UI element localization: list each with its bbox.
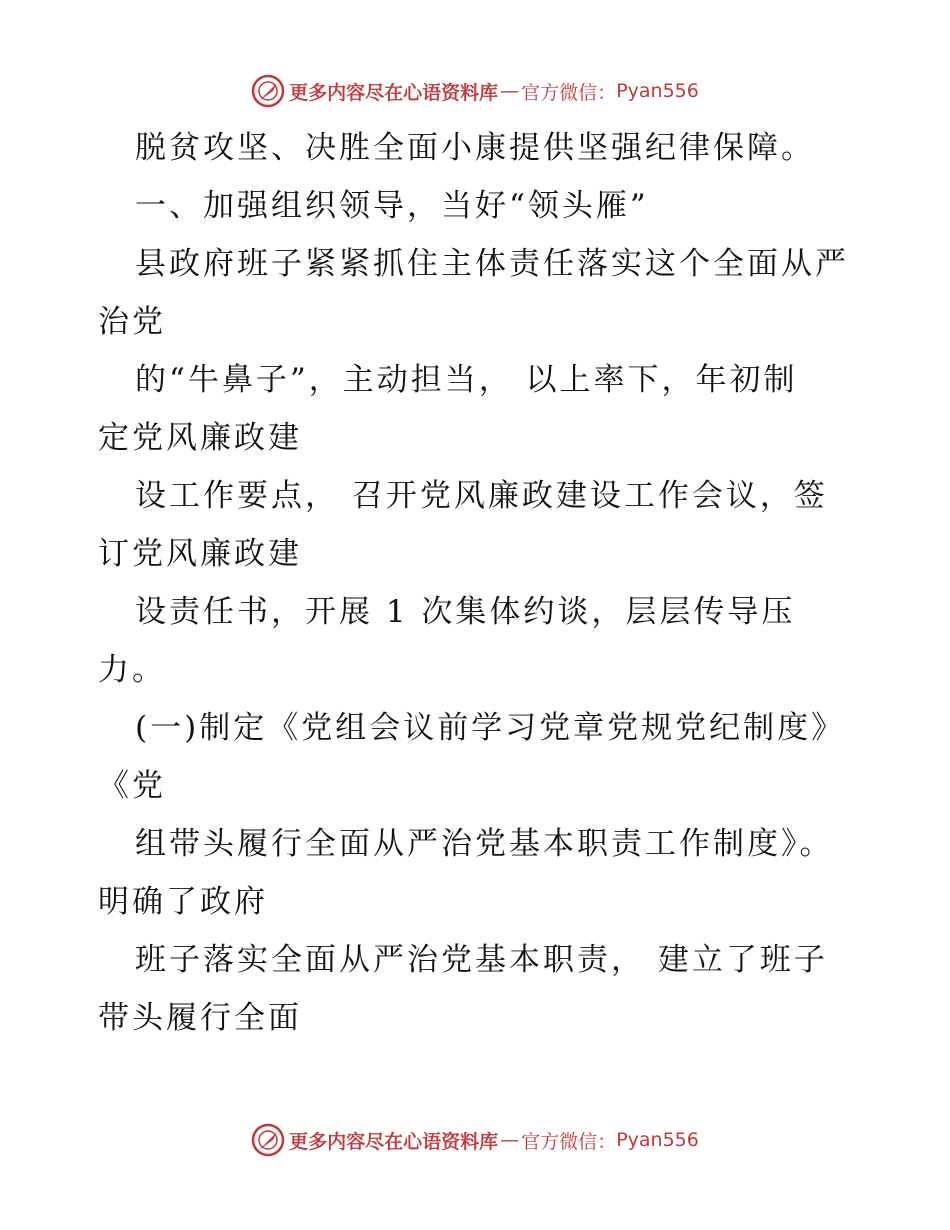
text-line: 设责任书，开展 1 次集体约谈，层层传导压 [135, 594, 796, 630]
text-line: 订党风廉政建 [98, 536, 302, 572]
text-line: 明确了政府 [98, 884, 268, 920]
watermark-dash: — [500, 1129, 520, 1151]
watermark-handle: Pyan556 [616, 80, 699, 102]
watermark-handle: Pyan556 [616, 1129, 699, 1151]
watermark-dash: — [500, 80, 520, 102]
text-line: 力。 [98, 652, 166, 688]
watermark-main-text: 更多内容尽在心语资料库 [289, 81, 499, 104]
text-line: 脱贫攻坚、决胜全面小康提供坚强纪律保障。 [135, 130, 815, 166]
text-line: (一)制定《党组会议前学习党章党规党纪制度》 [135, 710, 846, 746]
text-line: 定党风廉政建 [98, 420, 302, 456]
watermark-main-text: 更多内容尽在心语资料库 [289, 1130, 499, 1153]
text-line: 的“牛鼻子”，主动担当， 以上率下，年初制 [135, 362, 798, 398]
text-line: 班子落实全面从严治党基本职责， 建立了班子 [135, 942, 828, 978]
quill-logo-icon [251, 1123, 285, 1157]
footer-watermark [0, 1120, 950, 1160]
text-line: 县政府班子紧紧抓住主体责任落实这个全面从严 [135, 246, 849, 282]
text-line: 设工作要点， 召开党风廉政建设工作会议，签 [135, 478, 828, 514]
watermark-contact-label: 官方微信： [521, 81, 617, 104]
section-heading: 一、加强组织领导，当好“领头雁” [135, 188, 649, 224]
watermark-contact-label: 官方微信： [521, 1130, 617, 1153]
text-line: 带头履行全面 [98, 1000, 302, 1036]
text-line: 治党 [98, 304, 166, 340]
text-line: 《党 [98, 768, 166, 804]
text-line: 组带头履行全面从严治党基本职责工作制度》。 [135, 826, 834, 862]
